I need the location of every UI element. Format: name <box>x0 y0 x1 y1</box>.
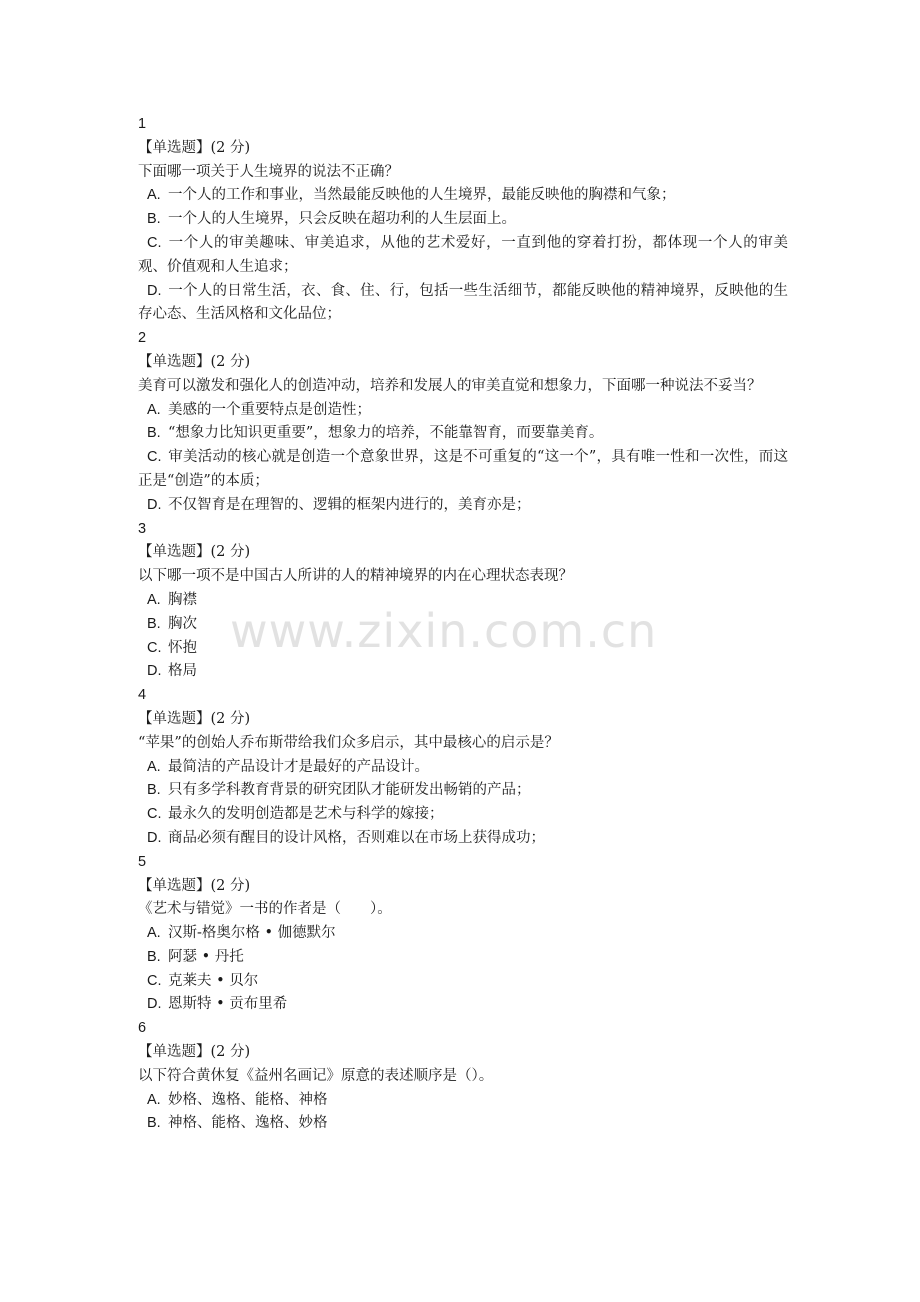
option-text: 只有多学科教育背景的研究团队才能研发出畅销的产品； <box>168 782 531 799</box>
question-stem: 下面哪一项关于人生境界的说法不正确？ <box>138 163 399 180</box>
option-b[interactable] <box>138 613 788 637</box>
question-3 <box>138 518 788 685</box>
question-stem: 美育可以激发和强化人的创造冲动，培养和发展人的审美直觉和想象力，下面哪一种说法不妥当？ <box>138 377 762 394</box>
option-d[interactable] <box>138 993 788 1017</box>
option-text: 最简洁的产品设计才是最好的产品设计。 <box>168 758 429 775</box>
option-a[interactable] <box>138 1089 788 1113</box>
option-c[interactable] <box>138 970 788 994</box>
option-text: 不仅智育是在理智的、逻辑的框架内进行的，美育亦是； <box>168 496 531 513</box>
option-text: 最永久的发明创造都是艺术与科学的嫁接； <box>168 806 444 823</box>
question-type: 【单选题】(2 分) <box>138 544 251 561</box>
option-text: “想象力比知识更重要”，想象力的培养，不能靠智育，而要靠美育。 <box>168 425 604 442</box>
option-b[interactable] <box>138 946 788 970</box>
option-text: 美感的一个重要特点是创造性； <box>168 401 371 418</box>
option-text: 恩斯特 • 贡布里希 <box>168 996 288 1013</box>
option-c[interactable] <box>138 803 788 827</box>
watermark: www.zixin.com.cn <box>230 604 658 658</box>
option-letter: C. <box>147 639 162 656</box>
option-text: 一个人的日常生活，衣、食、住、行，包括一些生活细节，都能反映他的精神境界，反映他的生存心态、生活风格和文化品位； <box>138 282 788 323</box>
option-letter: B. <box>147 782 161 799</box>
option-text: 胸次 <box>168 615 197 632</box>
option-letter: D. <box>147 996 162 1013</box>
option-text: 妙格、逸格、能格、神格 <box>168 1091 328 1108</box>
question-1 <box>138 113 788 327</box>
option-a[interactable] <box>138 399 788 423</box>
option-text: 审美活动的核心就是创造一个意象世界，这是不可重复的“这一个”，具有唯一性和一次性，而这正是“创造”的本质； <box>138 449 788 489</box>
option-text: 汉斯-格奥尔格 • 伽德默尔 <box>168 925 336 942</box>
option-letter: D. <box>147 829 162 846</box>
question-4 <box>138 684 788 851</box>
option-letter: B. <box>147 948 161 965</box>
option-a[interactable] <box>138 184 788 208</box>
option-letter: A. <box>147 187 161 204</box>
option-letter: D. <box>147 496 162 513</box>
question-stem: “苹果”的创始人乔布斯带给我们众多启示，其中最核心的启示是？ <box>138 734 559 751</box>
option-c[interactable] <box>138 232 788 280</box>
question-stem: 《艺术与错觉》一书的作者是（ ）。 <box>138 901 392 918</box>
question-stem: 以下哪一项不是中国古人所讲的人的精神境界的内在心理状态表现？ <box>138 568 573 585</box>
option-letter: C. <box>147 449 162 466</box>
option-c[interactable] <box>138 637 788 661</box>
option-text: 神格、能格、逸格、妙格 <box>168 1115 328 1132</box>
option-text: 商品必须有醒目的设计风格，否则难以在市场上获得成功； <box>168 829 545 846</box>
option-letter: A. <box>147 591 161 608</box>
option-text: 一个人的人生境界，只会反映在超功利的人生层面上。 <box>168 211 516 228</box>
option-c[interactable] <box>138 446 788 494</box>
question-number: 5 <box>138 853 147 870</box>
option-letter: C. <box>147 234 162 251</box>
question-6 <box>138 1017 788 1136</box>
option-text: 胸襟 <box>168 591 197 608</box>
option-letter: D. <box>147 282 162 299</box>
question-2 <box>138 327 788 517</box>
option-letter: A. <box>147 758 161 775</box>
question-type: 【单选题】(2 分) <box>138 353 251 370</box>
option-b[interactable] <box>138 422 788 446</box>
option-letter: B. <box>147 425 161 442</box>
option-a[interactable] <box>138 756 788 780</box>
option-letter: A. <box>147 1091 161 1108</box>
option-text: 怀抱 <box>168 639 197 656</box>
option-letter: B. <box>147 211 161 228</box>
question-number: 2 <box>138 330 147 347</box>
question-type: 【单选题】(2 分) <box>138 1044 251 1061</box>
question-5 <box>138 851 788 1018</box>
option-b[interactable] <box>138 779 788 803</box>
question-number: 6 <box>138 1020 147 1037</box>
document-page <box>138 113 788 1136</box>
option-letter: C. <box>147 806 162 823</box>
option-b[interactable] <box>138 1112 788 1136</box>
option-text: 一个人的工作和事业，当然最能反映他的人生境界，最能反映他的胸襟和气象； <box>168 187 676 204</box>
option-d[interactable] <box>138 827 788 851</box>
option-a[interactable] <box>138 589 788 613</box>
option-text: 阿瑟 • 丹托 <box>168 948 244 965</box>
option-d[interactable] <box>138 660 788 684</box>
option-d[interactable] <box>138 280 788 328</box>
question-stem: 以下符合黄休复《益州名画记》原意的表述顺序是（）。 <box>138 1067 494 1084</box>
option-d[interactable] <box>138 494 788 518</box>
option-b[interactable] <box>138 208 788 232</box>
option-text: 一个人的审美趣味、审美追求，从他的艺术爱好，一直到他的穿着打扮，都体现一个人的审美观、价值观和人生追求； <box>138 234 788 275</box>
option-letter: B. <box>147 1115 161 1132</box>
question-number: 3 <box>138 520 147 537</box>
question-number: 1 <box>138 116 147 132</box>
question-type: 【单选题】(2 分) <box>138 139 251 156</box>
option-text: 格局 <box>168 663 197 680</box>
option-letter: D. <box>147 663 162 680</box>
question-number: 4 <box>138 687 147 704</box>
option-letter: A. <box>147 925 161 942</box>
option-a[interactable] <box>138 922 788 946</box>
option-text: 克莱夫 • 贝尔 <box>168 972 259 989</box>
option-letter: C. <box>147 972 162 989</box>
question-type: 【单选题】(2 分) <box>138 710 251 727</box>
question-type: 【单选题】(2 分) <box>138 877 251 894</box>
option-letter: A. <box>147 401 161 418</box>
option-letter: B. <box>147 615 161 632</box>
